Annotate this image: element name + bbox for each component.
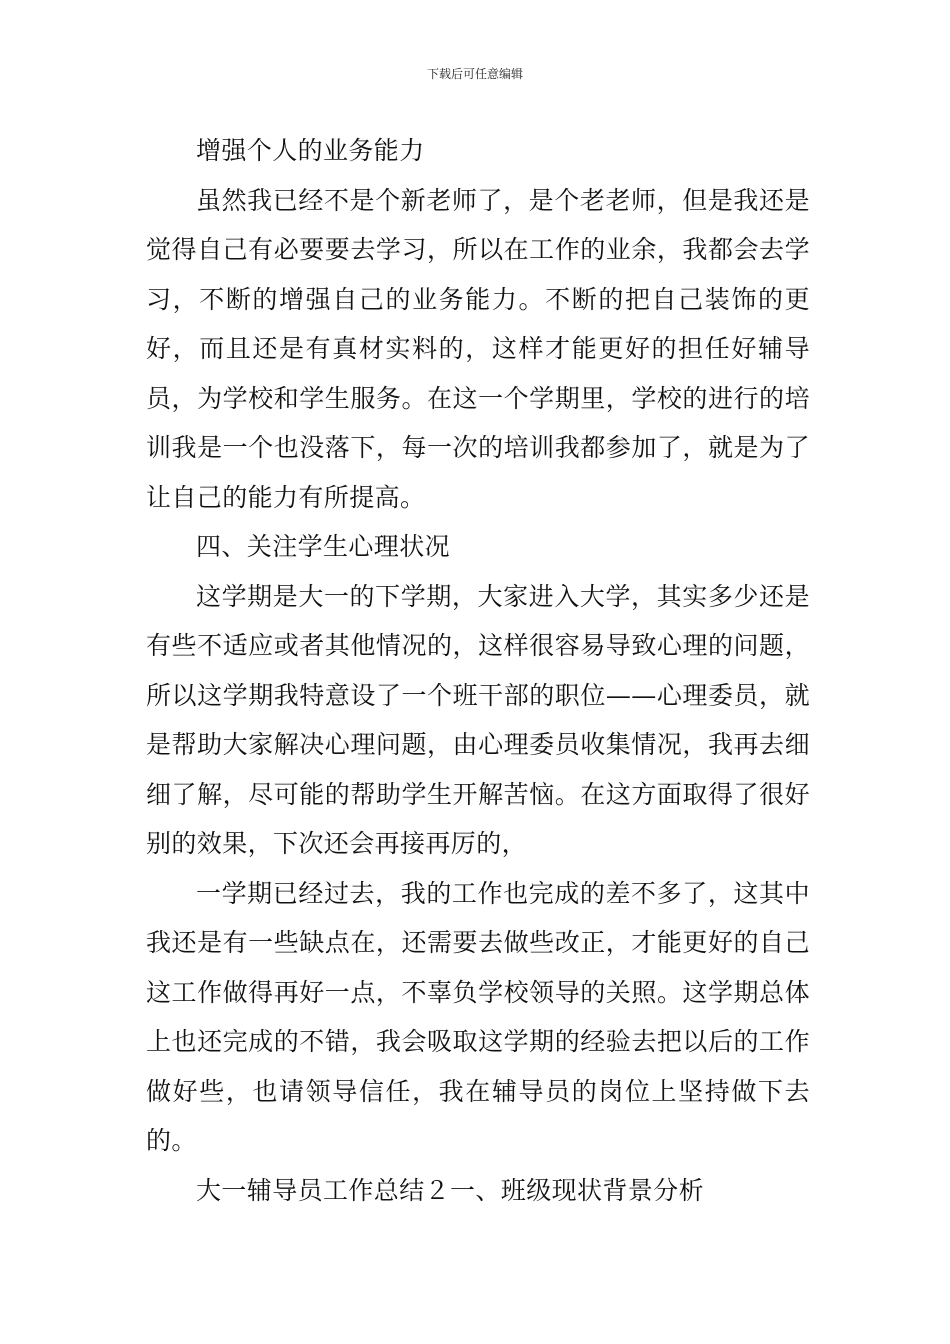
paragraph-student-psychology: 这学期是大一的下学期，大家进入大学，其实多少还是有些不适应或者其他情况的，这样很容易导致心理的问题，所以这学期我特意设了一个班干部的职位——心理委员，就是帮助大家解决心理问题，由心理委员收集情况，我再去细细了解，尽可能的帮助学生开解苦恼。在这方面取得了很好别的效果，下次还会再接再厉的，: [146, 581, 810, 858]
paragraph-semester-summary: 一学期已经过去，我的工作也完成的差不多了，这其中我还是有一些缺点在，还需要去做些改正，才能更好的自己这工作做得再好一点，不辜负学校领导的关照。这学期总体上也还完成的不错，我会吸取这学期的经验去把以后的工作做好些，也请领导信任，我在辅导员的岗位上坚持做下去的。: [146, 878, 810, 1155]
section-heading-student-psychology: 四、关注学生心理状况: [196, 532, 451, 561]
page-header-note: 下载后可任意编辑: [426, 67, 523, 81]
section-heading-business-ability: 增强个人的业务能力: [196, 136, 425, 165]
next-document-title: 大一辅导员工作总结２一、班级现状背景分析: [196, 1175, 705, 1205]
paragraph-business-ability: 虽然我已经不是个新老师了，是个老老师，但是我还是觉得自己有必要要去学习，所以在工作的业余，我都会去学习，不断的增强自己的业务能力。不断的把自己装饰的更好，而且还是有真材实料的，这样才能更好的担任好辅导员，为学校和学生服务。在这一个学期里，学校的进行的培训我是一个也没落下，每一次的培训我都参加了，就是为了让自己的能力有所提高。: [146, 185, 810, 512]
document-body: [146, 126, 810, 1215]
